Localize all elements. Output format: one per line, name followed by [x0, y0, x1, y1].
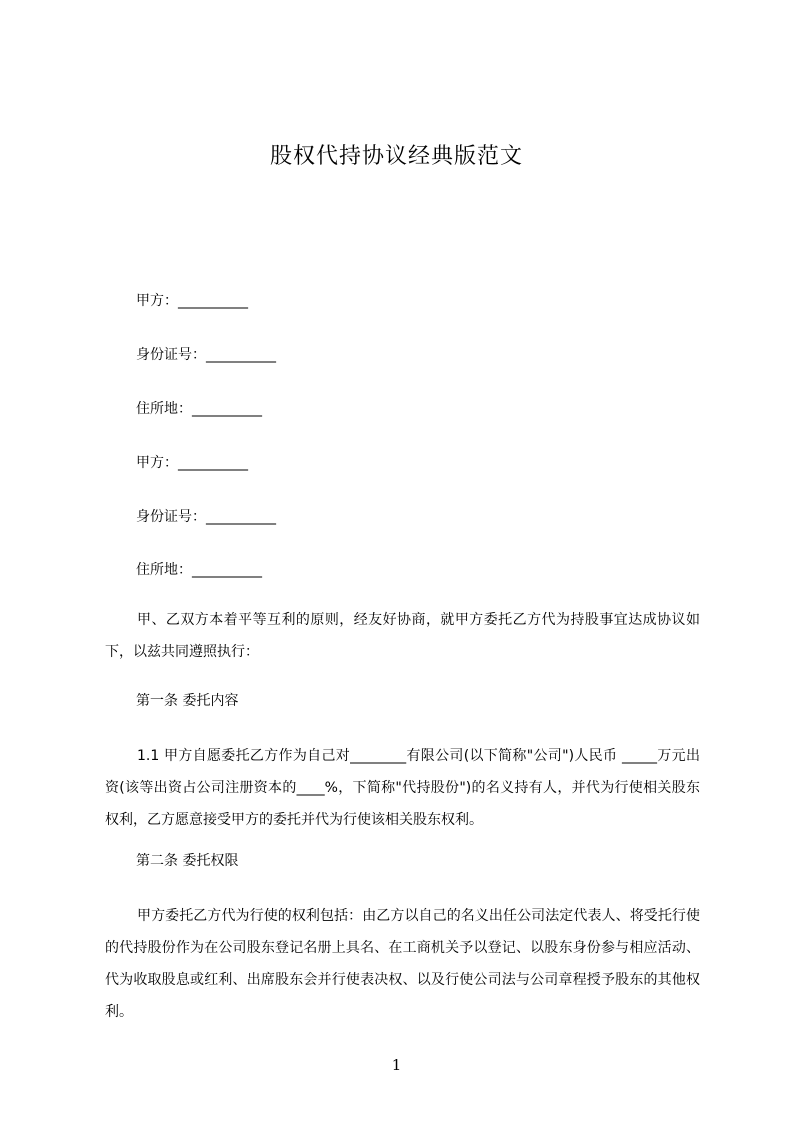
address-field-2: 住所地：__________: [136, 562, 262, 578]
id-number-field-1: 身份证号：__________: [136, 347, 276, 363]
document-title: 股权代持协议经典版范文: [269, 144, 523, 169]
id-number-field-2: 身份证号：__________: [136, 509, 276, 525]
party-a-field-2: 甲方：__________: [136, 455, 248, 471]
address-field-1: 住所地：__________: [136, 401, 262, 417]
article-2-heading: 第二条 委托权限: [136, 853, 239, 869]
article-1-paragraph: 1.1 甲方自愿委托乙方作为自己对________有限公司(以下简称"公司")人民币 _____万元出资(该等出资占公司注册资本的____%，下简称"代持股份")的名义持有人，并代为行使相关股东权利，乙方愿意接受甲方的委托并代为行使该相关股东权利。: [105, 748, 700, 828]
page-number: 1: [391, 1056, 402, 1074]
article-1-heading: 第一条 委托内容: [136, 693, 239, 709]
party-a-field-1: 甲方：__________: [136, 293, 248, 309]
article-2-paragraph: 甲方委托乙方代为行使的权利包括：由乙方以自己的名义出任公司法定代表人、将受托行使的代持股份作为在公司股东登记名册上具名、在工商机关予以登记、以股东身份参与相应活动、代为收取股息或红利、出席股东会并行使表决权、以及行使公司法与公司章程授予股东的其他权利。: [105, 908, 700, 1020]
intro-paragraph: 甲、乙双方本着平等互利的原则，经友好协商，就甲方委托乙方代为持股事宜达成协议如下，以兹共同遵照执行：: [105, 612, 700, 660]
